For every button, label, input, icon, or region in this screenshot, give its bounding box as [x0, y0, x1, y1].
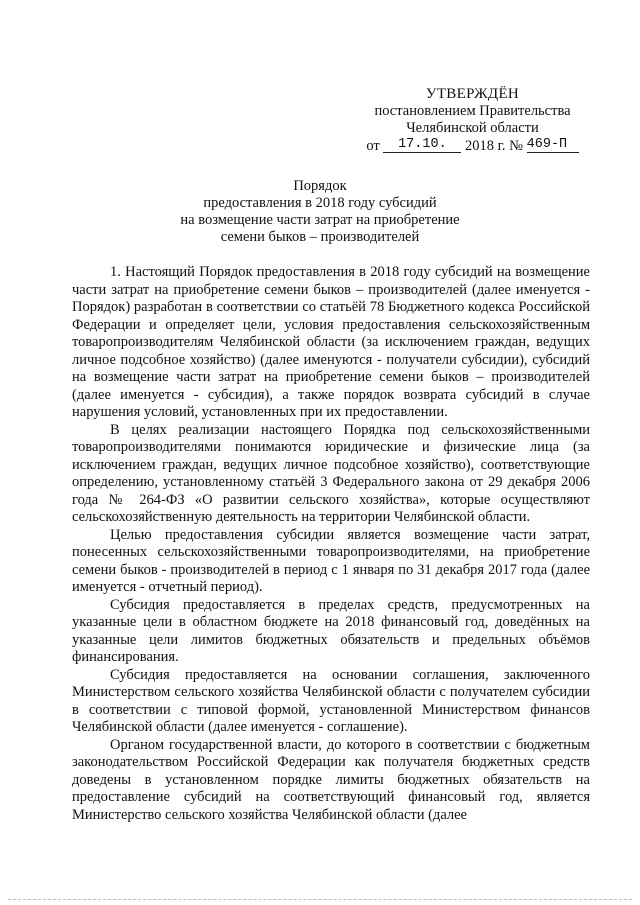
- paragraph: 1. Настоящий Порядок предоставления в 2018 году субсидий на возмещение части затрат на приобретение семени быков – производителей (далее именуется - Порядок) разработан в соответствии со статьёй 78 Бюджетного кодекса Российской Федерации и определяет цели, условия предоставления сельскохозяйственным товаропроизводителям Челябинской области (за исключением граждан, ведущих личное подсобное хозяйство) (далее именуются - получатели субсидии), субсидий на возмещение части затрат на приобретение семени быков – производителей (далее именуется - субсидия), а также порядок возврата субсидий в случае нарушения условий, установленных при их предоставлении.: [72, 264, 590, 420]
- paragraph: Органом государственной власти, до которого в соответствии с бюджетным законодательством Российской Федерации как получателя бюджетных средств доведены в установленном порядке лимиты бюджетных обязательств на предоставление субсидий на соответствующий финансовый год, является Министерство сельского хозяйства Челябинской области (далее: [72, 736, 590, 823]
- document-heading: [160, 178, 480, 246]
- approval-number: 469-П: [527, 138, 579, 153]
- heading-line-3: на возмещение части затрат на приобретение: [180, 212, 460, 228]
- paragraph: Субсидия предоставляется на основании соглашения, заключенного Министерством сельского хозяйства Челябинской области с получателем субсидии в соответствии с типовой формой, установленной Министерством финансов Челябинской области (далее именуется - соглашение).: [72, 666, 590, 735]
- scan-edge-divider: [8, 899, 632, 900]
- approval-line-1: постановлением Правительства: [374, 103, 571, 119]
- approval-title: УТВЕРЖДЁН: [425, 86, 520, 102]
- paragraph: Целью предоставления субсидии является возмещение части затрат, понесенных сельскохозяйственными товаропроизводителями, на приобретение семени быков - производителей в период с 1 января по 31 декабря 2017 года (далее именуется - отчетный период).: [72, 526, 590, 595]
- approval-line-2: Челябинской области: [406, 120, 539, 136]
- paragraph: Субсидия предоставляется в пределах средств, предусмотренных на указанные цели в областном бюджете на 2018 финансовый год, доведённых на указанные цели лимитов бюджетных обязательств и предельных объёмов финансирования.: [72, 596, 590, 665]
- date-prefix: от: [366, 138, 380, 154]
- paragraph: В целях реализации настоящего Порядка под сельскохозяйственными товаропроизводителями понимаются юридические и физические лица (за исключением граждан, ведущих личное подсобное хозяйство), соответствующие определению, установленному статьёй 3 Федерального закона от 29 декабря 2006 года № 264-ФЗ «О развитии сельского хозяйства», которые осуществляют сельскохозяйственную деятельность на территории Челябинской области.: [72, 421, 590, 525]
- approval-date: 17.10.: [383, 138, 461, 153]
- approval-stamp: [355, 86, 590, 156]
- heading-line-2: предоставления в 2018 году субсидий: [203, 195, 437, 211]
- approval-date-line: [355, 138, 590, 156]
- heading-line-4: семени быков – производителей: [220, 229, 420, 245]
- heading-line-1: Порядок: [293, 178, 347, 194]
- document-body: [72, 264, 590, 824]
- year-text: 2018 г. №: [465, 138, 524, 154]
